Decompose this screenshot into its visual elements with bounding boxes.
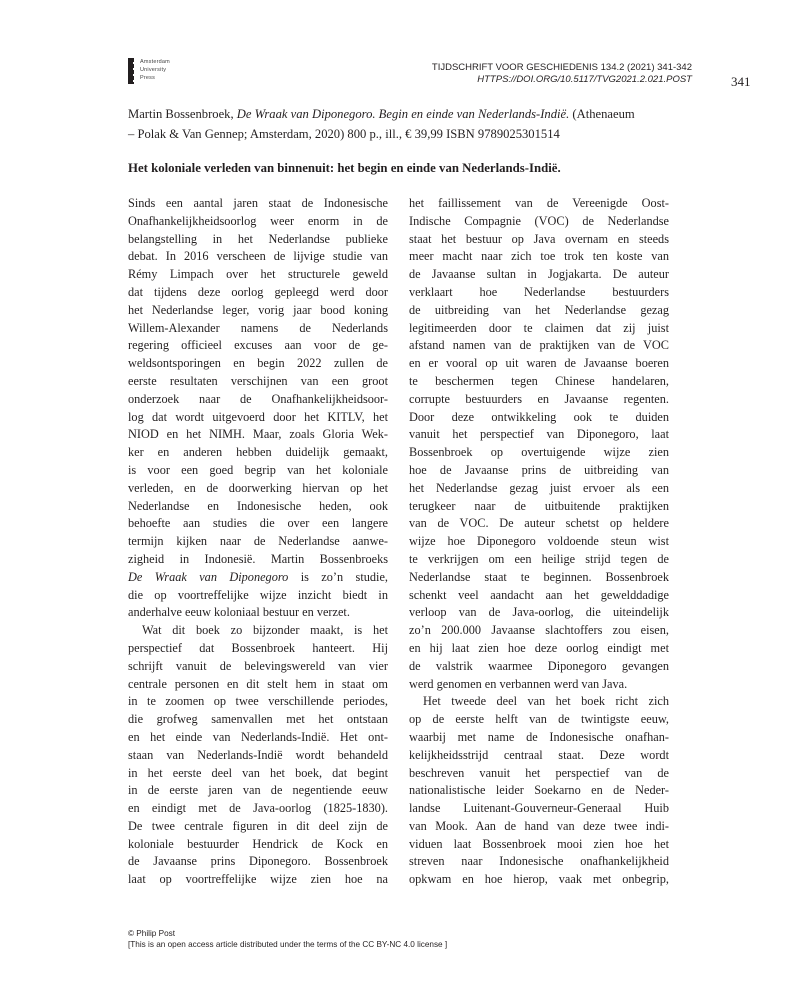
body-line: ker en anderen hebben duidelijk gemaakt, — [128, 445, 388, 460]
doi-link[interactable]: HTTPS://DOI.ORG/10.5117/TVG2021.2.021.POST — [477, 74, 692, 85]
body-line: verleden, en de doorwerking hiervan op het — [128, 480, 388, 495]
body-line: behoefte aan studies die over een langere — [128, 516, 388, 531]
page-number: 341 — [731, 74, 751, 89]
body-line: het Nederlandse leger, vorig jaar bood koning — [128, 302, 388, 317]
body-line-with-italic-title: De Wraak van Diponegoro is zo’n studie, — [128, 569, 388, 584]
body-line: viduen laat Bossenbroek mooi zien hoe het — [409, 836, 669, 851]
body-line: Onafhankelijkheidsoorlog weer enorm in de — [128, 213, 388, 228]
publisher-info: (Athenaeum — [569, 107, 635, 121]
body-line: anderhalve eeuw koloniaal bestuur en verzet. — [128, 605, 350, 620]
body-line: staat het bestuur op Java overnam en steeds — [409, 231, 669, 246]
body-line: Bossenbroek op overtuigende wijze zien — [409, 445, 669, 460]
body-line: koloniale bestuurder Hendrick de Kock en — [128, 836, 388, 851]
body-line: te verkrijgen om een heilige strijd tegen de — [409, 551, 669, 566]
body-line: NIOD en het NIMH. Maar, zoals Gloria Wek- — [128, 427, 388, 442]
body-line: die op voortreffelijke wijze inzicht biedt in — [128, 587, 388, 602]
body-line: legitimeerden door te claimen dat zij juist — [409, 320, 669, 335]
body-line: waarbij met name de Indonesische onafhan- — [409, 729, 669, 744]
body-line: Rémy Limpach over het structurele geweld — [128, 267, 388, 282]
body-line-paragraph-start: Het tweede deel van het boek richt zich — [423, 694, 669, 709]
body-line: eerste resultaten verschijnen van een groot — [128, 373, 388, 388]
body-line: weldsontsporingen en begin 2022 zullen de — [128, 356, 388, 371]
body-line: afstand namen van de praktijken van de VOC — [409, 338, 669, 353]
body-line: log dat wordt uitgevoerd door het KITLV, het — [128, 409, 388, 424]
body-line: beschreven vanuit het perspectief van de — [409, 765, 669, 780]
body-line: schenkt veel aandacht aan het gewelddadige — [409, 587, 669, 602]
copyright-notice: © Philip Post — [128, 929, 175, 938]
body-line: zigheid in Indonesië. Martin Bossenbroeks — [128, 551, 388, 566]
publisher-name-line: Amsterdam — [140, 59, 170, 65]
body-line: Nederlandse staat te beginnen. Bossenbroek — [409, 569, 669, 584]
publisher-name-line: University — [140, 67, 167, 73]
body-line: regering officieel excuses aan voor de ge- — [128, 338, 388, 353]
body-line-paragraph-start: Wat dit boek zo bijzonder maakt, is het — [142, 623, 388, 638]
body-line: en hij laat zien hoe deze oorlog eindigt met — [409, 640, 669, 655]
body-line: in het eerste deel van het boek, dat begint — [128, 765, 388, 780]
body-line: en eindigt met de Java-oorlog (1825-1830). — [128, 801, 388, 816]
body-line: is voor een goed begrip van het koloniale — [128, 462, 388, 477]
body-column-left — [128, 195, 388, 889]
logo-notch — [133, 68, 135, 70]
body-line: Door deze ontwikkeling ook te duiden — [409, 409, 669, 424]
body-line: belangstelling in het Nederlandse publieke — [128, 231, 388, 246]
logo-notch — [133, 74, 135, 76]
body-line: kelijkheidsstrijd centraal staat. Deze wordt — [409, 747, 669, 762]
body-line: Willem-Alexander namens de Nederlands — [128, 320, 388, 335]
body-line: in de eerste jaren van de negentiende eeuw — [128, 783, 388, 798]
body-column-right — [409, 195, 669, 889]
body-line: staan van Nederlands-Indië wordt behandeld — [128, 747, 388, 762]
body-line: termijn kijken naar de Nederlandse aanwe- — [128, 534, 388, 549]
publisher-name-line: Press — [140, 75, 156, 81]
body-line: van Mook. Aan de hand van deze twee indi- — [409, 818, 669, 833]
body-line: de uitbreiding van het Nederlandse gezag — [409, 302, 669, 317]
publisher-logo — [128, 58, 188, 84]
body-line: Indische Compagnie (VOC) de Nederlandse — [409, 213, 669, 228]
body-line: Sinds een aantal jaren staat de Indonesische — [128, 196, 388, 210]
body-line: van de VOC. De auteur schetst op heldere — [409, 516, 669, 531]
body-line: het Nederlandse gezag juist ervoer als een — [409, 480, 669, 495]
body-line: de valstrik waarmee Diponegoro gevangen — [409, 658, 669, 673]
journal-citation: TIJDSCHRIFT VOOR GESCHIEDENIS 134.2 (2021) 341-342 — [431, 62, 692, 73]
body-line: die grofweg samenvallen met het ontstaan — [128, 712, 388, 727]
body-line: en het einde van Nederlands-Indië. Het ont- — [128, 729, 388, 744]
body-line: streven naar Indonesische onafhankelijkheid — [409, 854, 669, 869]
logo-notch — [133, 80, 135, 82]
body-line: perspectief dat Bossenbroek hanteert. Hij — [128, 640, 388, 655]
body-line: centrale personen en dit stelt hem in staat om — [128, 676, 388, 691]
body-line: de Javaanse sultan in Jogjakarta. De auteur — [409, 267, 669, 282]
body-line: nationalistische leider Soekarno en de Neder- — [409, 783, 669, 798]
body-line: verloop van de Java-oorlog, die uiteindelijk — [409, 605, 669, 620]
body-line: onderzoek naar de Onafhankelijkheidsoor- — [128, 391, 388, 406]
book-title: De Wraak van Diponegoro. Begin en einde van Nederlands-Indië. — [236, 107, 570, 121]
book-author: Martin Bossenbroek, — [128, 107, 237, 121]
body-line: schrijft vanuit de belevingswereld van vier — [128, 658, 388, 673]
body-line: het faillissement van de Vereenigde Oost- — [409, 196, 669, 210]
body-line: De twee centrale figuren in dit deel zijn de — [128, 818, 388, 833]
body-line: dat tijdens deze oorlog gepleegd werd door — [128, 284, 388, 299]
body-line: op de eerste helft van de twintigste eeuw, — [409, 712, 669, 727]
body-line: meer macht naar zich toe trok ten koste van — [409, 249, 669, 264]
publisher-name — [140, 58, 170, 82]
body-line: te beschermen tegen Chinese handelaren, — [409, 373, 669, 388]
book-citation — [128, 104, 668, 144]
body-line: vanuit het perspectief van Diponegoro, laat — [409, 427, 669, 442]
body-line: corrupte bestuurders en Javaanse regenten. — [409, 391, 669, 406]
publication-details: – Polak & Van Gennep; Amsterdam, 2020) 800 p., ill., € 39,99 ISBN 9789025301514 — [128, 127, 560, 141]
body-line: en er vooral op uit waren de Javaanse boeren — [409, 356, 669, 371]
journal-header — [432, 62, 692, 86]
body-line: Nederlandse en Indonesische heden, ook — [128, 498, 388, 513]
body-line: zo’n 200.000 Javaanse slachtoffers zou eisen, — [409, 623, 669, 638]
license-notice: [This is an open access article distributed under the terms of the CC BY-NC 4.0 license ] — [128, 940, 448, 949]
body-line: de Javaanse prins Diponegoro. Bossenbroek — [128, 854, 388, 869]
body-line: wijze hoe Diponegoro voldoende steun wist — [409, 534, 669, 549]
body-line: verklaart hoe Nederlandse bestuurders — [409, 284, 669, 299]
italic-book-title: De Wraak van Diponegoro — [128, 569, 289, 584]
review-title: Het koloniale verleden van binnenuit: het begin en einde van Nederlands-Indië. — [128, 161, 561, 175]
body-line: hoe de Javaanse prins de uitbreiding van — [409, 462, 669, 477]
page-footer — [128, 928, 447, 950]
body-line: laat op voortreffelijke wijze zien hoe na — [128, 872, 388, 887]
body-line: werd genomen en verbannen werd van Java. — [409, 676, 628, 691]
body-line: in te zoomen op twee verschillende periodes, — [128, 694, 388, 709]
body-line: debat. In 2016 verscheen de lijvige studie van — [128, 249, 388, 264]
body-line: terugkeer naar de uitbuitende praktijken — [409, 498, 669, 513]
logo-notch — [133, 62, 135, 64]
body-line: opkwam en hoe hierop, vaak met onbegrip, — [409, 872, 669, 887]
body-line: landse Luitenant-Gouverneur-Generaal Huib — [409, 801, 669, 816]
